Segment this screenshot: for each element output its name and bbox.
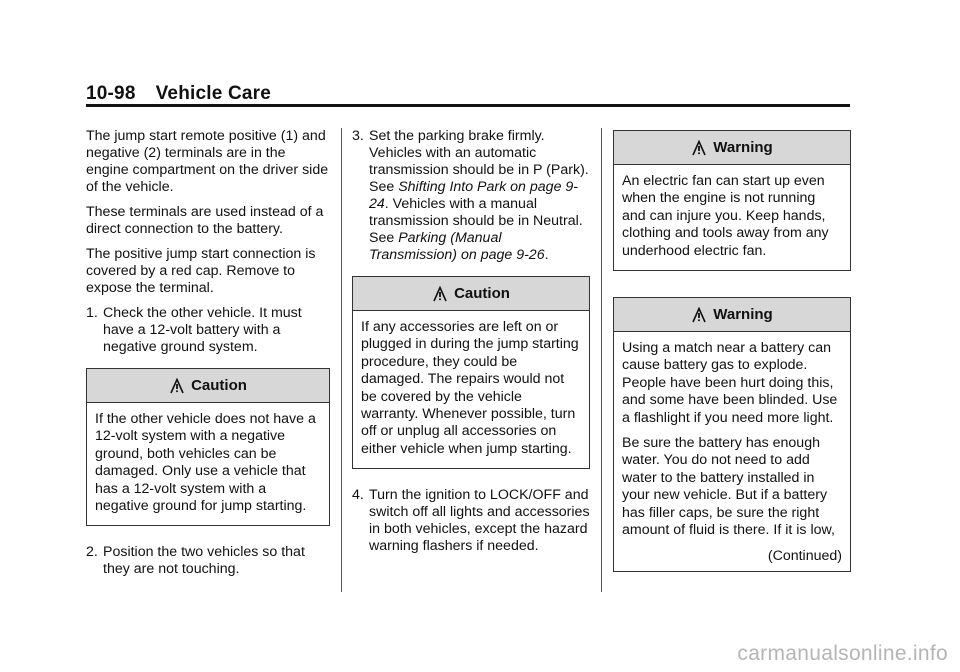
step-2 — [86, 544, 330, 578]
paragraph: The positive jump start connection is covered by a red cap. Remove to expose the terminal. — [86, 246, 316, 296]
warning-symbol-icon — [691, 140, 707, 156]
step-text: Check the other vehicle. It must have a 12-volt battery with a negative ground system. — [103, 305, 302, 355]
step-4 — [352, 487, 590, 555]
warning-header — [614, 131, 850, 165]
step-text: Set the parking brake firmly. Vehicles with an automatic transmission should be in P (Park). See Shifting Into Park on page 9-24. Vehicles with a manual transmission should be in Neutral. See Parking (Manual Transmission) on page 9-26. — [369, 128, 589, 263]
section-title: Vehicle Care — [155, 83, 272, 104]
warning-title: Warning — [713, 306, 773, 324]
step-number: 4. — [352, 487, 364, 504]
warning-text: Using a match near a battery can cause battery gas to explode. People have been hurt doing this, and some have been blinded. Use a flashlight if you need more light. — [622, 340, 838, 426]
column-3 — [613, 130, 851, 590]
column-divider — [341, 128, 342, 592]
warning-symbol-icon — [691, 307, 707, 323]
warning-text: Be sure the battery has enough water. You do not need to add water to the battery installed in your new vehicle. But if a battery has filler caps, be sure the right amount of fluid is there. If it is low, — [622, 435, 835, 539]
caution-symbol-icon — [169, 378, 185, 394]
watermark: carmanualsonline.info — [737, 642, 948, 665]
cross-reference: Shifting Into Park on page 9-24 — [369, 179, 579, 212]
header-rule — [86, 104, 850, 107]
column-1 — [86, 128, 330, 586]
step-text: Position the two vehicles so that they are not touching. — [103, 544, 305, 578]
caution-text: If the other vehicle does not have a 12-volt system with a negative ground, both vehicles can be damaged. Only use a vehicle that has a 12-volt system with a negative ground for jump starting. — [95, 411, 316, 515]
step-number: 2. — [86, 544, 98, 561]
step-number: 1. — [86, 305, 98, 321]
page-header — [86, 83, 271, 105]
step-number: 3. — [352, 128, 364, 144]
caution-symbol-icon — [432, 286, 448, 302]
warning-box — [613, 297, 851, 572]
warning-text: An electric fan can start up even when the engine is not running and can injure you. Keep hands, clothing and tools away from any underhood electric fan. — [622, 173, 829, 259]
caution-text: If any accessories are left on or plugged in during the jump starting procedure, they could be damaged. The repairs would not be covered by the vehicle warranty. Whenever possible, turn off or unplug all accessories on either vehicle when jump starting. — [361, 319, 579, 457]
paragraph: These terminals are used instead of a direct connection to the battery. — [86, 204, 324, 237]
warning-title: Warning — [713, 139, 773, 156]
step-text: Turn the ignition to LOCK/OFF and switch off all lights and accessories in both vehicles, except the hazard warning flashers if needed. — [369, 487, 590, 555]
column-2 — [352, 128, 590, 563]
page-number: 10-98 — [86, 83, 136, 104]
warning-box — [613, 130, 851, 271]
caution-box — [86, 368, 330, 526]
caution-box — [352, 276, 590, 469]
caution-title: Caution — [454, 285, 510, 302]
continued-label: (Continued) — [767, 547, 842, 564]
caution-header — [87, 369, 329, 403]
cross-reference: Parking (Manual Transmission) on page 9-26 — [369, 230, 545, 263]
warning-header — [614, 298, 850, 332]
column-divider — [601, 128, 602, 592]
paragraph: The jump start remote positive (1) and negative (2) terminals are in the engine compartment on the driver side of the vehicle. — [86, 128, 329, 195]
step-1 — [86, 305, 330, 356]
caution-title: Caution — [191, 377, 247, 394]
step-3 — [352, 128, 590, 264]
caution-header — [353, 277, 589, 311]
